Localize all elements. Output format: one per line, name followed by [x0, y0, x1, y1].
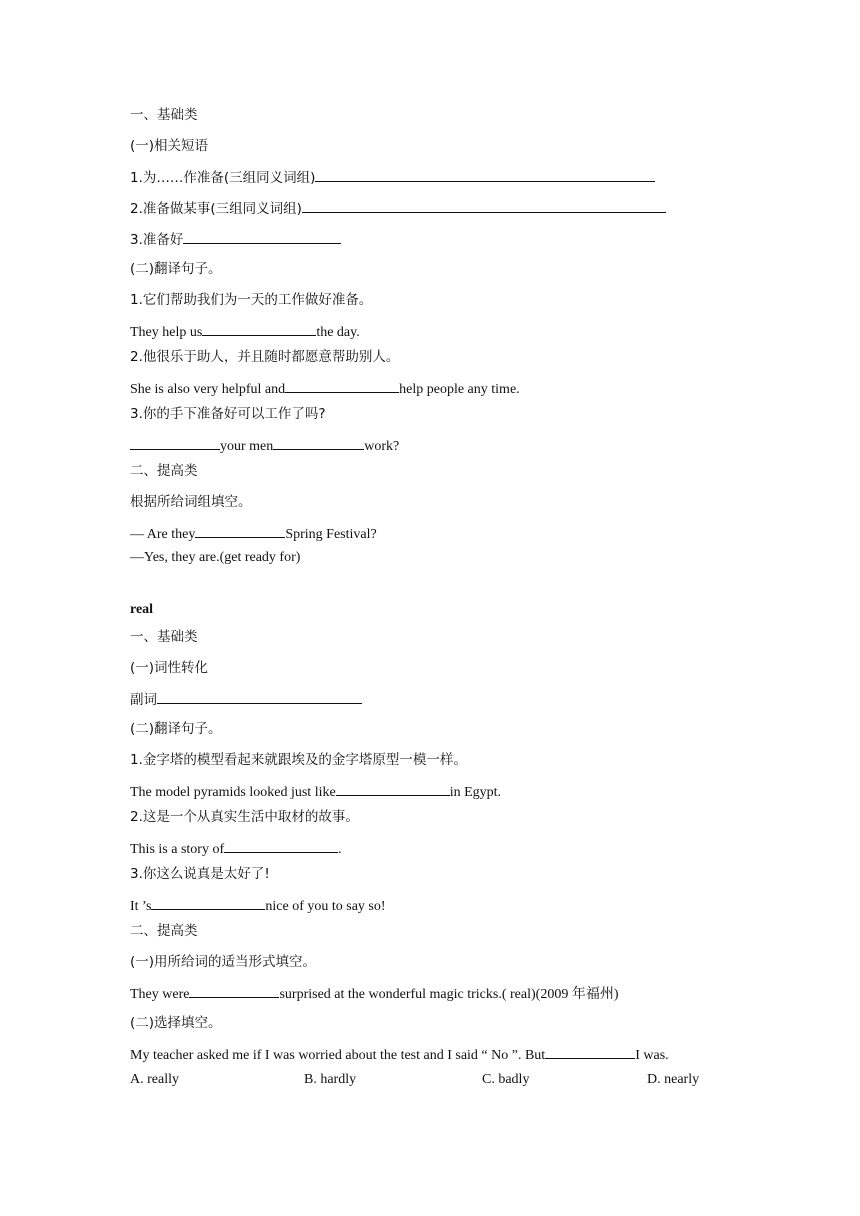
translate-1-chinese: 1.金字塔的模型看起来就跟埃及的金字塔原型一模一样。 [130, 752, 467, 768]
sentence-part: They were [130, 987, 190, 1002]
subheading-word-form-fill: (一)用所给词的适当形式填空。 [130, 954, 317, 970]
sentence-part: nice of you to say so! [265, 899, 386, 914]
sentence-part: in Egypt. [449, 785, 502, 800]
translate-3-chinese: 3.你这么说真是太好了! [130, 866, 270, 882]
adverb-label: 副词 [130, 692, 157, 708]
sentence-part: — Are they [130, 527, 196, 542]
sentence-part: This is a story of [130, 842, 225, 857]
word-title-real: real [130, 602, 154, 617]
sentence-part: work? [364, 439, 400, 454]
answer-blank[interactable] [315, 167, 655, 182]
sentence-part: the day. [316, 325, 360, 340]
translate-2-english [130, 838, 342, 859]
section-heading-basic: 一、基础类 [130, 629, 198, 645]
sentence-part: She is also very helpful and [130, 382, 286, 397]
subheading-phrases: (一)相关短语 [130, 138, 209, 154]
answer-blank[interactable] [130, 435, 220, 450]
sentence-part: help people any time. [399, 382, 520, 397]
answer-blank[interactable] [224, 838, 338, 853]
section-heading-basic: 一、基础类 [130, 107, 198, 123]
subheading-word-form: (一)词性转化 [130, 660, 209, 676]
multiple-choice-question [130, 1044, 669, 1065]
subheading-translate: (二)翻译句子。 [130, 721, 222, 737]
translate-2-english [130, 378, 520, 399]
subheading-translate: (二)翻译句子。 [130, 261, 222, 277]
section-heading-advanced: 二、提高类 [130, 463, 198, 479]
phrase-item-3 [130, 229, 341, 249]
translate-3-english [130, 895, 386, 916]
answer-blank[interactable] [151, 895, 265, 910]
phrase-item-3-text: 3.准备好 [130, 232, 184, 248]
translate-2-chinese: 2.这是一个从真实生活中取材的故事。 [130, 809, 359, 825]
sentence-part: They help us [130, 325, 203, 340]
fill-sentence [130, 983, 618, 1004]
phrase-item-1-text: 1.为……作准备(三组同义词组) [130, 170, 316, 186]
dialogue-question [130, 523, 377, 544]
answer-blank[interactable] [183, 229, 341, 244]
sentence-part: The model pyramids looked just like [130, 785, 336, 800]
subheading-multiple-choice: (二)选择填空。 [130, 1015, 222, 1031]
answer-blank[interactable] [189, 983, 279, 998]
translate-3-chinese: 3.你的手下准备好可以工作了吗? [130, 406, 326, 422]
answer-blank[interactable] [273, 435, 364, 450]
answer-blank[interactable] [195, 523, 285, 538]
instruction-fill: 根据所给词组填空。 [130, 494, 252, 510]
phrase-item-2-text: 2.准备做某事(三组同义词组) [130, 201, 302, 217]
translate-3-english [130, 435, 399, 456]
option-a[interactable]: A. really [130, 1072, 179, 1087]
phrase-item-2 [130, 198, 666, 218]
sentence-part: It ’s [130, 899, 152, 914]
answer-blank[interactable] [545, 1044, 635, 1059]
answer-blank[interactable] [202, 321, 316, 336]
sentence-part: your men [220, 439, 274, 454]
phrase-item-1 [130, 167, 655, 187]
translate-2-chinese: 2.他很乐于助人，并且随时都愿意帮助别人。 [130, 349, 400, 365]
answer-blank[interactable] [302, 198, 666, 213]
sentence-part: Spring Festival? [285, 527, 377, 542]
option-b[interactable]: B. hardly [304, 1072, 357, 1087]
answer-blank[interactable] [336, 781, 450, 796]
option-d[interactable]: D. nearly [647, 1072, 700, 1087]
translate-1-english [130, 321, 360, 342]
section-heading-advanced: 二、提高类 [130, 923, 198, 939]
option-c[interactable]: C. badly [482, 1072, 530, 1087]
adverb-item [130, 689, 362, 709]
sentence-part: surprised at the wonderful magic tricks.( real)(2009 年福州) [279, 987, 619, 1002]
sentence-part: My teacher asked me if I was worried about the test and I said “ No ”. But [130, 1048, 546, 1063]
dialogue-answer: —Yes, they are.(get ready for) [130, 550, 301, 565]
translate-1-chinese: 1.它们帮助我们为一天的工作做好准备。 [130, 292, 373, 308]
sentence-part: I was. [635, 1048, 669, 1063]
sentence-part: . [338, 842, 342, 857]
translate-1-english [130, 781, 501, 802]
answer-blank[interactable] [285, 378, 399, 393]
answer-blank[interactable] [157, 689, 362, 704]
